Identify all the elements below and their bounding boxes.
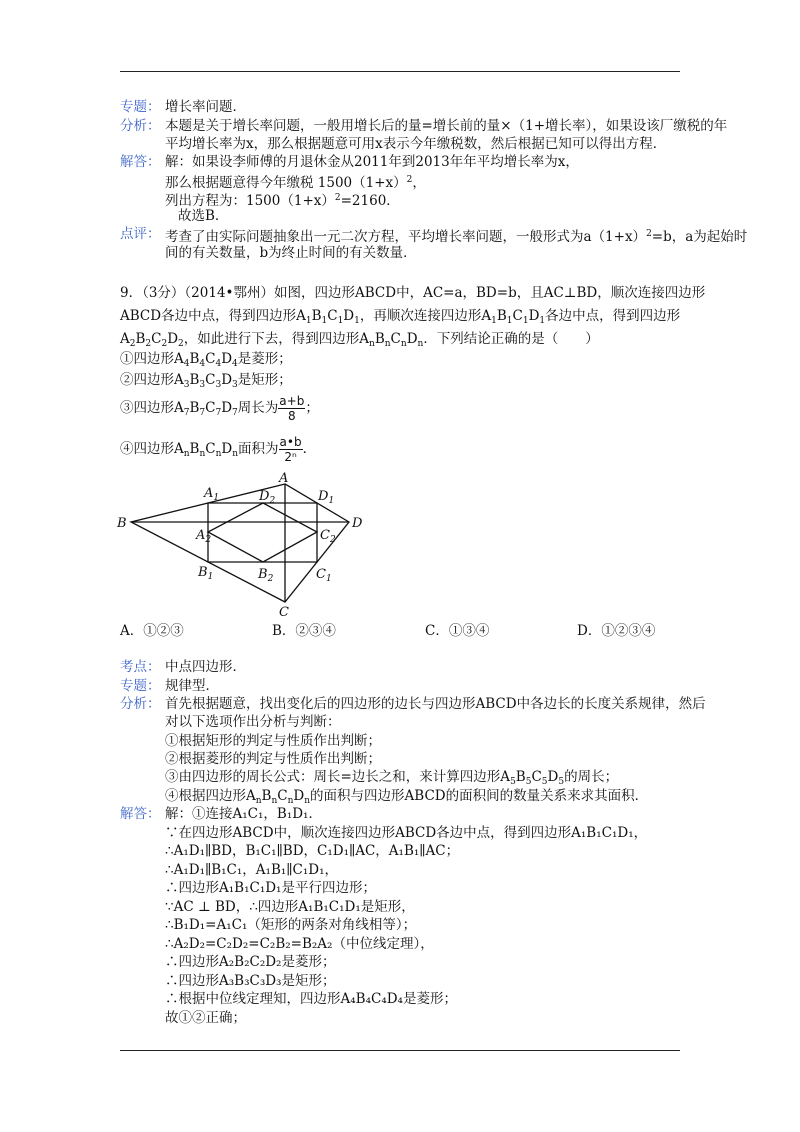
letter: B [189, 441, 200, 457]
sub: n [199, 449, 206, 459]
letter: D [528, 308, 540, 324]
q9-line-1: 9．（3分）（2014•鄂州）如图，四边形ABCD中，AC=a，BD=b，且AC⊥BD，顺次连接四边形 [120, 285, 706, 301]
q9-2a: ABCD各边中点，得到四边形A [120, 308, 306, 324]
sub: n [287, 796, 294, 806]
rhombus-A2B2C2D2 [208, 503, 317, 562]
fenxi-2: 对以下选项作出分析与判断： [165, 714, 341, 730]
sub: 3 [215, 380, 222, 390]
frac-den: 8 [287, 409, 296, 423]
jieda-11: ∴根据中位线定理知，四边形A₄B₄C₄D₄是菱形； [165, 991, 457, 1007]
sub: 4 [232, 359, 238, 369]
label-D2 [258, 489, 275, 506]
option-c[interactable]: C．①③④ [425, 623, 490, 639]
fx6b: 的面积与四边形ABCD的面积间的数量关系来求其面积． [310, 788, 649, 804]
zhuanti-label: 专题： [120, 678, 161, 694]
answer-3-sup: 2 [334, 193, 341, 203]
answer-options [120, 619, 680, 639]
sub: 1 [539, 316, 546, 326]
letter: D [221, 441, 233, 457]
sub: n [417, 339, 424, 349]
answer-3a: 列出方程为：1500（1+x） [165, 193, 335, 209]
letter: C [205, 441, 216, 457]
label-D1-letter: D [318, 489, 329, 504]
comment-1a: 考查了由实际问题抽象出一元二次方程，平均增长率问题，一般形式为a（1+x） [165, 229, 647, 245]
quadrilateral-figure [112, 468, 372, 620]
s2a: ②四边形A [120, 372, 184, 388]
q9-2c: 各边中点，得到四边形 [545, 308, 681, 324]
prev-answer-row [120, 153, 730, 172]
jieda-3: ∴A₁D₁∥BD，B₁C₁∥BD，C₁D₁∥AC，A₁B₁∥AC； [165, 843, 460, 859]
fenxi-3: ①根据矩形的判定与性质作出判断； [165, 733, 381, 749]
label-D1-sub: 1 [328, 496, 335, 506]
letter: D [293, 788, 305, 804]
comment-text-2: 间的有关数量，b为终止时间的有关数量． [165, 245, 417, 261]
s4b: 面积为 [238, 441, 279, 457]
jieda-7: ∴B₁D₁=A₁C₁（矩形的两条对角线相等）； [165, 917, 417, 933]
label-D: D [352, 516, 363, 531]
letter: C [151, 331, 162, 347]
rect-A1B1C1D1 [208, 503, 317, 562]
sub: 7 [199, 408, 206, 418]
label-C1-letter: C [316, 567, 326, 582]
kaodian-label: 考点： [120, 659, 161, 675]
jieda-8: ∴A₂D₂=C₂D₂=C₂B₂=B₂A₂（中位线定理）， [165, 936, 434, 952]
jieda-2: ∵在四边形ABCD中，顺次连接四边形ABCD各边中点，得到四边形A₁B₁C₁D₁， [165, 825, 648, 841]
label-C2 [320, 528, 336, 545]
frac-num: a•b [279, 435, 302, 449]
letter: D [167, 331, 179, 347]
sol-zt-row [120, 677, 730, 696]
letter: C [205, 400, 216, 416]
sub: 2 [161, 339, 168, 349]
label-C1 [316, 567, 332, 584]
label-D1 [317, 489, 334, 506]
answer-3b: =2160． [340, 193, 400, 209]
sub: n [304, 796, 311, 806]
sub: 7 [215, 408, 222, 418]
q9-2b: ，再顺次连接四边形A [359, 308, 492, 324]
label-C2-sub: 2 [329, 535, 336, 545]
label-A1-letter: A [204, 486, 214, 501]
letter: C [531, 769, 542, 785]
label-B2-letter: B [258, 567, 268, 582]
sub: 5 [558, 777, 565, 787]
jieda-4: ∴A₁D₁∥B₁C₁，A₁B₁∥C₁D₁， [165, 862, 339, 878]
label-A1-sub: 1 [213, 493, 220, 503]
sub: 1 [337, 316, 344, 326]
letter: D [221, 400, 233, 416]
label-D2-letter: D [259, 489, 270, 504]
label-A2 [195, 528, 211, 545]
s4a: ④四边形A [120, 441, 184, 457]
letter: D [547, 769, 559, 785]
s2b: 是矩形； [237, 372, 292, 388]
comment-1b: =b，a为起始时 [651, 229, 748, 245]
kaodian-text: 中点四边形． [165, 659, 246, 675]
sub: n [369, 339, 375, 349]
bottom-rule [120, 1050, 680, 1051]
answer-2a: 那么根据题意得今年缴税 1500（1+x） [165, 175, 407, 191]
zhuanti-text: 规律型． [165, 678, 219, 694]
topic-text: 增长率问题． [165, 99, 246, 115]
fenxi-1: 首先根据题意，找出变化后的四边形的边长与四边形ABCD中各边长的长度关系规律，然后 [165, 696, 706, 712]
sub: 5 [525, 777, 532, 787]
option-a[interactable]: A．①②③ [120, 623, 184, 639]
s3a: ③四边形A [120, 400, 184, 416]
statement-3 [120, 393, 319, 428]
label-A2-sub: 2 [205, 535, 212, 545]
comment-label: 点评： [120, 226, 161, 242]
comment-1-sup: 2 [646, 229, 652, 239]
sub: 3 [183, 380, 190, 390]
sub: n [255, 796, 262, 806]
label-B2 [257, 567, 274, 584]
sub: 5 [510, 777, 516, 787]
letter: C [512, 308, 523, 324]
sol-kd-row [120, 658, 730, 677]
label-B2-sub: 2 [267, 574, 274, 584]
sub: 2 [145, 339, 152, 349]
fenxi-4: ②根据菱形的判定与性质作出判断； [165, 751, 381, 767]
jieda-10: ∴四边形A₃B₃C₃D₃是矩形； [165, 973, 336, 989]
label-D2-sub: 2 [269, 496, 276, 506]
fenxi-label: 分析： [120, 696, 161, 712]
letter: D [221, 372, 233, 388]
option-d[interactable]: D．①②③④ [577, 623, 656, 639]
label-A1 [203, 486, 219, 503]
letter: D [221, 351, 233, 367]
analysis-text-1: 本题是关于增长率问题，一般用增长后的量=增长前的量×（1+增长率），如果设该厂缴税的年 [165, 118, 728, 134]
jieda-12: 故①②正确； [165, 1010, 246, 1026]
answer-label: 解答： [120, 154, 161, 170]
label-A: A [279, 471, 289, 486]
s4c: ． [302, 441, 317, 457]
s3c: ； [305, 400, 319, 416]
letter: B [374, 331, 385, 347]
letter: B [189, 351, 200, 367]
answer-2b: ， [412, 175, 426, 191]
fx5a: ③由四边形的周长公式：周长=边长之和，来计算四边形A [165, 769, 511, 785]
label-B1 [197, 565, 213, 582]
sub: 1 [354, 316, 360, 326]
letter: C [205, 351, 216, 367]
letter: C [390, 331, 401, 347]
label-A2-letter: A [196, 528, 206, 543]
frac-den: 2ⁿ [284, 450, 297, 464]
sub: 1 [491, 316, 497, 326]
jieda-label: 解答： [120, 806, 161, 822]
answer-2-sup: 2 [406, 175, 413, 185]
q9-line-2 [120, 307, 680, 331]
jieda-6: ∵AC ⊥ BD，∴四边形A₁B₁C₁D₁是矩形， [165, 899, 415, 915]
sub: 1 [522, 316, 529, 326]
fx6a: ④根据四边形A [165, 788, 256, 804]
frac-num: a+b [279, 394, 305, 408]
jieda-9: ∴四边形A₂B₂C₂D₂是菱形； [165, 954, 336, 970]
label-C: C [279, 605, 289, 620]
letter: C [277, 788, 288, 804]
letter: B [496, 308, 507, 324]
letter: D [343, 308, 355, 324]
letter: D [406, 331, 418, 347]
sub: 7 [183, 408, 190, 418]
letter: C [205, 372, 216, 388]
sub: 2 [178, 339, 184, 349]
letter: B [311, 308, 322, 324]
prev-analysis-row [120, 117, 730, 136]
letter: B [135, 331, 146, 347]
fraction-perimeter [278, 394, 305, 423]
sub: n [400, 339, 407, 349]
letter: B [189, 400, 200, 416]
topic-label: 专题： [120, 99, 161, 115]
fx5b: 的周长； [564, 769, 619, 785]
quad-ABCD [131, 484, 349, 602]
sub: 7 [232, 408, 238, 418]
analysis-label: 分析： [120, 118, 161, 134]
answer-text-1: 解：如果设李师傅的月退休金从2011年到2013年年平均增长率为x， [165, 154, 579, 170]
prev-topic-row [120, 98, 730, 117]
sub: 1 [321, 316, 328, 326]
sub: 2 [129, 339, 136, 349]
analysis-text-2: 平均增长率为x，那么根据题意可用x表示今年缴税数，然后根据已知可以得出方程． [165, 136, 667, 152]
sub: 4 [199, 359, 206, 369]
sub: n [215, 449, 222, 459]
label-B1-sub: 1 [207, 572, 214, 582]
letter: B [189, 372, 200, 388]
q9-3a: A [120, 331, 130, 347]
s1b: 是菱形； [237, 351, 292, 367]
s3b: 周长为 [237, 400, 279, 416]
q9-3b: ，如此进行下去，得到四边形A [183, 331, 370, 347]
answer-text-4: 故选B． [178, 208, 229, 224]
label-C1-sub: 1 [325, 574, 332, 584]
sub: n [271, 796, 278, 806]
label-C2-letter: C [320, 528, 330, 543]
letter: B [515, 769, 526, 785]
sub: 4 [183, 359, 190, 369]
sol-fx-row [120, 695, 730, 714]
sub: n [384, 339, 391, 349]
sub: n [232, 449, 239, 459]
statement-4 [120, 432, 316, 471]
jieda-1: 解：①连接A₁C₁，B₁D₁． [165, 806, 322, 822]
s1a: ①四边形A [120, 351, 184, 367]
top-rule [120, 71, 680, 72]
sub: 3 [199, 380, 206, 390]
sub: 3 [232, 380, 238, 390]
sub: 1 [305, 316, 312, 326]
statement-2 [120, 371, 292, 395]
q9-3c: ．下列结论正确的是（ ） [423, 331, 599, 347]
letter: C [327, 308, 338, 324]
fraction-area [279, 435, 303, 464]
label-B1-letter: B [198, 565, 208, 580]
jieda-5: ∴四边形A₁B₁C₁D₁是平行四边形； [165, 880, 376, 896]
sub: 5 [541, 777, 548, 787]
label-B: B [117, 516, 127, 531]
sub: 4 [215, 359, 222, 369]
letter: B [261, 788, 272, 804]
sub: n [183, 449, 190, 459]
sol-jd-row [120, 805, 730, 824]
sub: 1 [506, 316, 513, 326]
option-b[interactable]: B．②③④ [272, 623, 336, 639]
